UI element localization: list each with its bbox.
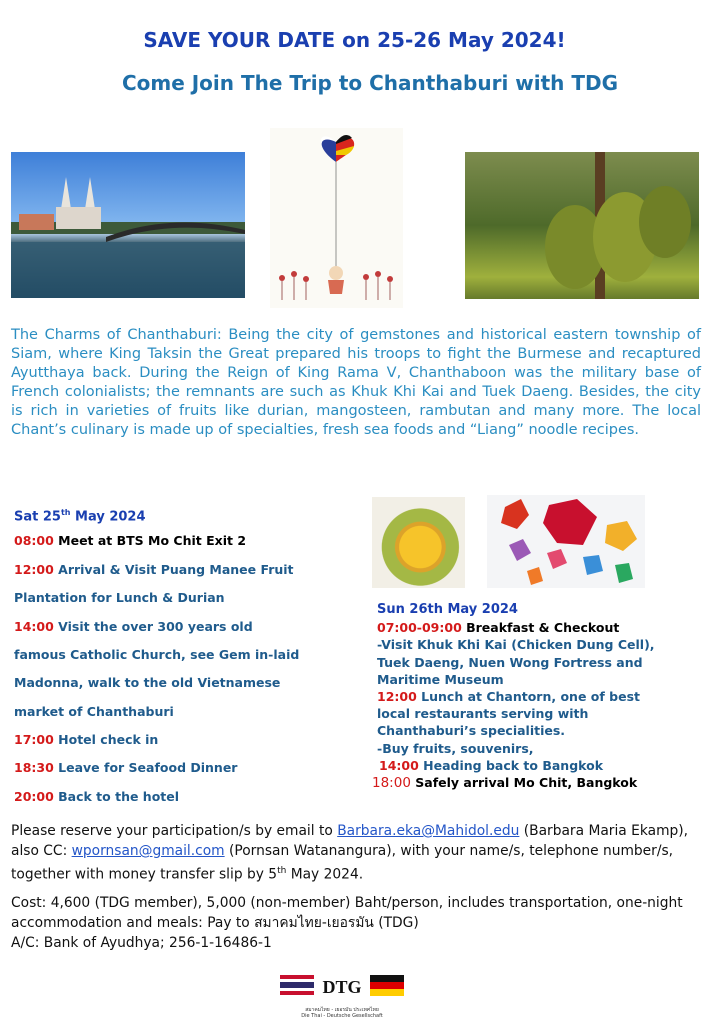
schedule-time: 12:00 [377,689,417,705]
email-link-pornsan[interactable]: wpornsan@gmail.com [71,843,225,859]
contact-sup: th [277,866,287,876]
durian-fruit-illustration [465,152,699,299]
schedule-text: famous Catholic Church, see Gem in-laid [14,646,300,662]
schedule-item [14,730,364,758]
gemstones-photo [487,495,645,588]
schedule-text: -Visit Khuk Khi Kai (Chicken Dung Cell), [377,637,655,653]
day1-heading [14,508,364,524]
schedule-time: 18:30 [14,760,54,776]
bank-account: A/C: Bank of Ayudhya; 256-1-16486-1 [11,935,272,951]
schedule-time: 08:00 [14,533,54,549]
intro-paragraph: The Charms of Chanthaburi: Being the city of gemstones and historical eastern township of Siam, where King Taksin the Great prepared his troops to fight the Burmese and recaptured Ayutthaya back. During the Reign of King Rama V, Chanthaboon was the military base of French colonialists; the remnants are such as Khuk Khi Kai and Tuek Daeng. Besides, the city is rich in varieties of fruits like durian, mangosteen, rambutan and many more. The local Chant’s culinary is made up of specialties, fresh sea foods and “Liang” noodle recipes. [11,327,701,438]
contact-text: (Barbara Maria Ekamp), also CC: [11,823,689,859]
schedule-text: Meet at BTS Mo Chit Exit 2 [53,533,247,549]
schedule-text: Tuek Daeng, Nuen Wong Fortress and [377,654,643,670]
email-link-barbara[interactable]: Barbara.eka@Mahidol.edu [337,823,520,839]
logo-text: DTG [322,977,362,997]
tdg-logo [278,963,406,1019]
schedule-text: Arrival & Visit Puang Manee Fruit [53,561,294,577]
schedule-item [377,757,697,774]
schedule-text: Safely arrival Mo Chit, Bangkok [410,775,638,791]
gemstones-illustration [487,495,645,588]
day2-heading: Sun 26th May 2024 [377,602,518,617]
schedule-text: Madonna, walk to the old Vietnamese [14,675,281,691]
schedule-time: 14:00 [14,618,54,634]
schedule-text: Hotel check in [53,732,159,748]
schedule-text: -Buy fruits, souvenirs, [377,740,534,756]
schedule-item [377,688,697,705]
schedule-time: 07:00-09:00 [377,620,462,636]
tdg-logo-graphic [278,963,406,1003]
schedule-text: Maritime Museum [377,671,504,687]
durian-closeup-photo [372,497,465,588]
day1-heading-pre: Sat 25 [14,509,61,525]
page-title: SAVE YOUR DATE on 25-26 May 2024! [143,28,566,52]
schedule-time: 17:00 [14,732,54,748]
schedule-item [14,531,364,559]
contact-text: (Pornsan Watanangura), with your name/s, telephone number/s, together with money transfer slip by 5 [11,843,674,883]
day2-schedule [372,601,697,792]
cathedral-photo [11,152,245,298]
contact-text: May 2024. [286,866,364,883]
schedule-text: Lunch at Chantorn, one of best [416,689,641,705]
contact-text: Please reserve your participation/s by email to [11,823,338,839]
durian-tree-photo [465,152,699,299]
schedule-text: Chanthaburi’s specialities. [377,723,566,739]
contact-paragraph [11,821,706,885]
schedule-item [14,617,364,645]
schedule-time: 12:00 [14,561,54,577]
schedule-item [14,645,364,673]
schedule-item [14,588,364,616]
schedule-item [14,787,364,815]
schedule-item [14,673,364,701]
schedule-text: market of Chanthaburi [14,703,174,719]
schedule-text: local restaurants serving with [377,706,589,722]
cost-line: Cost: 4,600 (TDG member), 5,000 (non-member) Baht/person, includes transportation, one-night accommodation and meals: Pay to สมาคมไทย-เยอรมัน (TDG) [11,895,683,931]
schedule-time: 20:00 [14,788,54,804]
heart-flag-icon [270,128,403,308]
schedule-text: Visit the over 300 years old [53,618,253,634]
german-flag-icon [370,975,404,996]
schedule-item [14,560,364,588]
schedule-text: Heading back to Bangkok [418,757,604,773]
day1-heading-sup: th [60,508,71,517]
page-subtitle: Come Join The Trip to Chanthaburi with TDG [121,71,619,95]
schedule-text: Back to the hotel [53,788,180,804]
cost-info [11,893,706,953]
day1-schedule [14,508,364,815]
schedule-item [377,619,697,636]
thai-flag-icon [280,975,314,995]
schedule-time: 18:00 [372,775,411,792]
schedule-item [14,758,364,786]
schedule-item [14,702,364,730]
schedule-item [372,774,697,792]
schedule-time: 14:00 [379,757,419,773]
schedule-text: Leave for Seafood Dinner [53,760,238,776]
cathedral-illustration [11,152,245,298]
day1-heading-post: May 2024 [70,509,146,525]
heart-balloon-illustration [270,128,403,308]
logo-subtitle-german: Die Thai - Deutsche Gesellschaft [301,1013,383,1019]
logo-subtitle-thai: สมาคมไทย - เยอรมัน ประเทศไทย [305,1007,379,1013]
schedule-text: Breakfast & Checkout [461,620,620,636]
schedule-text: Plantation for Lunch & Durian [14,590,225,606]
